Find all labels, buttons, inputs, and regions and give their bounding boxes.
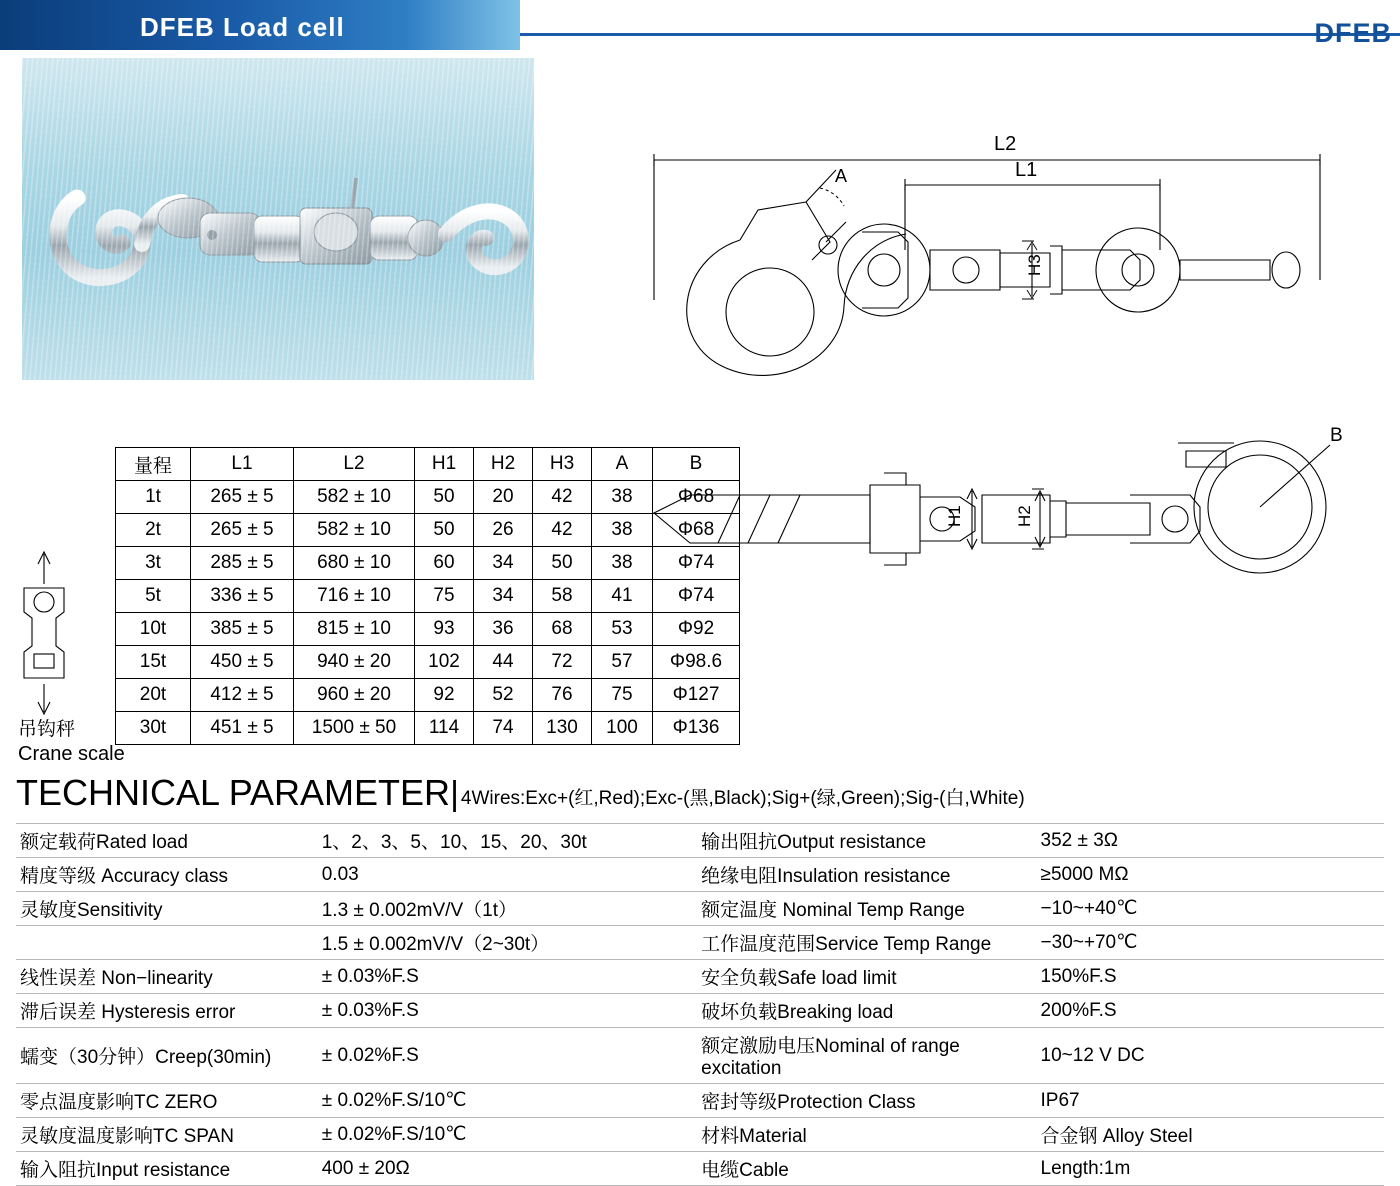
param-label-left: 额定载荷Rated load	[20, 832, 188, 853]
cell-h1: 75	[415, 580, 474, 613]
svg-text:L1: L1	[1015, 159, 1038, 181]
param-value-left: 1、2、3、5、10、15、20、30t	[321, 832, 587, 853]
cell-range: 10t	[116, 613, 191, 646]
page-title: DFEB Load cell	[140, 12, 345, 42]
cell-l2: 1500 ± 50	[294, 712, 415, 745]
cell-range: 3t	[116, 547, 191, 580]
svg-text:A: A	[835, 166, 848, 186]
cell-a: 75	[592, 679, 653, 712]
param-value-right: 150%F.S	[1040, 965, 1117, 987]
cell-l2: 960 ± 20	[294, 679, 415, 712]
header-rule	[520, 33, 1400, 36]
cell-h3: 76	[533, 679, 592, 712]
param-label-left: 灵敏度温度影响TC SPAN	[20, 1126, 234, 1147]
param-row	[16, 994, 1384, 1028]
param-label-right: 破坏负载Breaking load	[701, 1002, 894, 1023]
param-value-left: 1.5 ± 0.002mV/V（2~30t）	[321, 934, 550, 955]
cell-l2: 680 ± 10	[294, 547, 415, 580]
svg-text:L2: L2	[994, 133, 1017, 155]
param-value-left: ± 0.02%F.S/10℃	[321, 1090, 467, 1111]
table-row	[116, 514, 740, 547]
cell-l1: 450 ± 5	[191, 646, 294, 679]
cell-a: 41	[592, 580, 653, 613]
header-model-code: DFEB	[1314, 18, 1392, 48]
param-value-right: −30~+70℃	[1040, 932, 1138, 953]
wiring-note: 4Wires:Exc+(红,Red);Exc-(黑,Black);Sig+(绿,Green);Sig-(白,White)	[460, 788, 1025, 809]
param-value-right: 10~12 V DC	[1040, 1044, 1145, 1066]
table-row	[116, 646, 740, 679]
cell-h3: 50	[533, 547, 592, 580]
param-value-left: ± 0.03%F.S	[321, 999, 419, 1021]
cell-h2: 36	[474, 613, 533, 646]
param-value-left: ± 0.02%F.S/10℃	[321, 1124, 467, 1145]
product-photo	[22, 58, 534, 380]
cell-l1: 412 ± 5	[191, 679, 294, 712]
param-value-right: Length:1m	[1040, 1157, 1131, 1179]
cell-h2: 74	[474, 712, 533, 745]
param-row	[16, 892, 1384, 926]
cell-range: 2t	[116, 514, 191, 547]
param-row	[16, 1028, 1384, 1084]
param-row	[16, 824, 1384, 858]
cell-h3: 42	[533, 514, 592, 547]
param-row	[16, 960, 1384, 994]
cell-a: 38	[592, 481, 653, 514]
cell-h1: 114	[415, 712, 474, 745]
cell-a: 57	[592, 646, 653, 679]
cell-b: Φ136	[653, 712, 740, 745]
param-value-left: ± 0.03%F.S	[321, 965, 419, 987]
cell-range: 30t	[116, 712, 191, 745]
cell-h2: 44	[474, 646, 533, 679]
param-row	[16, 858, 1384, 892]
param-label-left: 蠕变（30分钟）Creep(30min)	[20, 1047, 272, 1068]
cell-l1: 451 ± 5	[191, 712, 294, 745]
svg-text:H3: H3	[1025, 254, 1044, 276]
cell-h1: 92	[415, 679, 474, 712]
cell-h3: 72	[533, 646, 592, 679]
cell-a: 38	[592, 514, 653, 547]
param-value-right: 352 ± 3Ω	[1040, 829, 1118, 851]
cell-b: Φ68	[653, 481, 740, 514]
col-header-h3: H3	[533, 448, 592, 481]
side-view-drawing	[10, 550, 80, 710]
param-label-left: 输入阻抗Input resistance	[20, 1160, 231, 1181]
cell-l1: 265 ± 5	[191, 514, 294, 547]
cell-h1: 50	[415, 514, 474, 547]
param-label-right: 密封等级Protection Class	[701, 1092, 916, 1113]
cell-range: 5t	[116, 580, 191, 613]
technical-parameter-heading	[16, 772, 1392, 814]
col-header-l1: L1	[191, 448, 294, 481]
col-header-b: B	[653, 448, 740, 481]
cell-h2: 20	[474, 481, 533, 514]
table-row	[116, 613, 740, 646]
param-label-left: 线性误差 Non−linearity	[20, 968, 213, 989]
cell-range: 15t	[116, 646, 191, 679]
cell-l1: 285 ± 5	[191, 547, 294, 580]
cell-b: Φ98.6	[653, 646, 740, 679]
cell-h2: 34	[474, 580, 533, 613]
technical-parameter-table	[16, 823, 1384, 1186]
param-label-right: 额定激励电压Nominal of range excitation	[701, 1036, 960, 1079]
table-row	[116, 712, 740, 745]
table-row	[116, 547, 740, 580]
param-label-left	[16, 926, 318, 960]
param-row	[16, 926, 1384, 960]
cell-b: Φ127	[653, 679, 740, 712]
param-label-left: 滞后误差 Hysteresis error	[20, 1002, 236, 1023]
cell-l2: 940 ± 20	[294, 646, 415, 679]
table-row	[116, 580, 740, 613]
photo-background-texture	[22, 58, 534, 380]
param-value-right: ≥5000 MΩ	[1040, 863, 1129, 885]
param-value-left: ± 0.02%F.S	[321, 1044, 419, 1066]
dimension-table	[115, 447, 740, 745]
param-value-right: −10~+40℃	[1040, 898, 1138, 919]
cell-l2: 582 ± 10	[294, 514, 415, 547]
param-row	[16, 1084, 1384, 1118]
cell-a: 38	[592, 547, 653, 580]
cell-h2: 26	[474, 514, 533, 547]
crane-scale-caption-cn: 吊钩秤	[18, 719, 76, 740]
technical-parameter-title: TECHNICAL PARAMETER	[16, 772, 451, 813]
cell-b: Φ92	[653, 613, 740, 646]
table-row	[116, 481, 740, 514]
cell-l1: 385 ± 5	[191, 613, 294, 646]
heading-divider: |	[450, 775, 459, 813]
crane-scale-caption	[18, 718, 125, 767]
cell-h2: 34	[474, 547, 533, 580]
cell-l2: 716 ± 10	[294, 580, 415, 613]
cell-l2: 582 ± 10	[294, 481, 415, 514]
cell-h3: 58	[533, 580, 592, 613]
param-value-right: 200%F.S	[1040, 999, 1117, 1021]
cell-a: 53	[592, 613, 653, 646]
cell-h1: 60	[415, 547, 474, 580]
col-header-range: 量程	[116, 448, 191, 481]
param-row	[16, 1152, 1384, 1186]
page-header	[0, 0, 1400, 50]
param-label-left: 精度等级 Accuracy class	[20, 866, 228, 887]
cell-l1: 336 ± 5	[191, 580, 294, 613]
param-label-right: 额定温度 Nominal Temp Range	[701, 900, 965, 921]
crane-scale-caption-en: Crane scale	[18, 742, 125, 765]
param-label-left: 灵敏度Sensitivity	[20, 900, 163, 921]
param-label-right: 安全负载Safe load limit	[701, 968, 897, 989]
cell-h1: 102	[415, 646, 474, 679]
dimension-drawing-hook	[630, 110, 1390, 400]
dimension-drawing-eye	[630, 415, 1390, 645]
col-header-h2: H2	[474, 448, 533, 481]
param-value-left: 0.03	[321, 863, 359, 885]
cell-h1: 93	[415, 613, 474, 646]
cell-range: 1t	[116, 481, 191, 514]
cell-h3: 42	[533, 481, 592, 514]
param-value-left: 1.3 ± 0.002mV/V（1t）	[321, 900, 517, 921]
svg-text:H1: H1	[945, 505, 964, 527]
table-row	[116, 679, 740, 712]
cell-b: Φ74	[653, 547, 740, 580]
cell-b: Φ68	[653, 514, 740, 547]
param-row	[16, 1118, 1384, 1152]
cell-h1: 50	[415, 481, 474, 514]
cell-h3: 130	[533, 712, 592, 745]
cell-l1: 265 ± 5	[191, 481, 294, 514]
param-label-right: 材料Material	[701, 1126, 807, 1147]
col-header-a: A	[592, 448, 653, 481]
col-header-l2: L2	[294, 448, 415, 481]
cell-range: 20t	[116, 679, 191, 712]
cell-h3: 68	[533, 613, 592, 646]
param-value-right: IP67	[1040, 1089, 1080, 1111]
cell-a: 100	[592, 712, 653, 745]
dimension-table-header-row	[116, 448, 740, 481]
param-label-right: 输出阻抗Output resistance	[701, 832, 927, 853]
cell-l2: 815 ± 10	[294, 613, 415, 646]
svg-text:H2: H2	[1015, 505, 1034, 527]
param-label-right: 工作温度范围Service Temp Range	[701, 934, 992, 955]
param-value-left: 400 ± 20Ω	[321, 1157, 410, 1179]
param-label-right: 电缆Cable	[701, 1160, 789, 1181]
cell-b: Φ74	[653, 580, 740, 613]
col-header-h1: H1	[415, 448, 474, 481]
param-label-left: 零点温度影响TC ZERO	[20, 1092, 218, 1113]
svg-text:B: B	[1330, 425, 1343, 446]
param-value-right: 合金钢 Alloy Steel	[1040, 1126, 1193, 1147]
param-label-right: 绝缘电阻Insulation resistance	[701, 866, 951, 887]
cell-h2: 52	[474, 679, 533, 712]
